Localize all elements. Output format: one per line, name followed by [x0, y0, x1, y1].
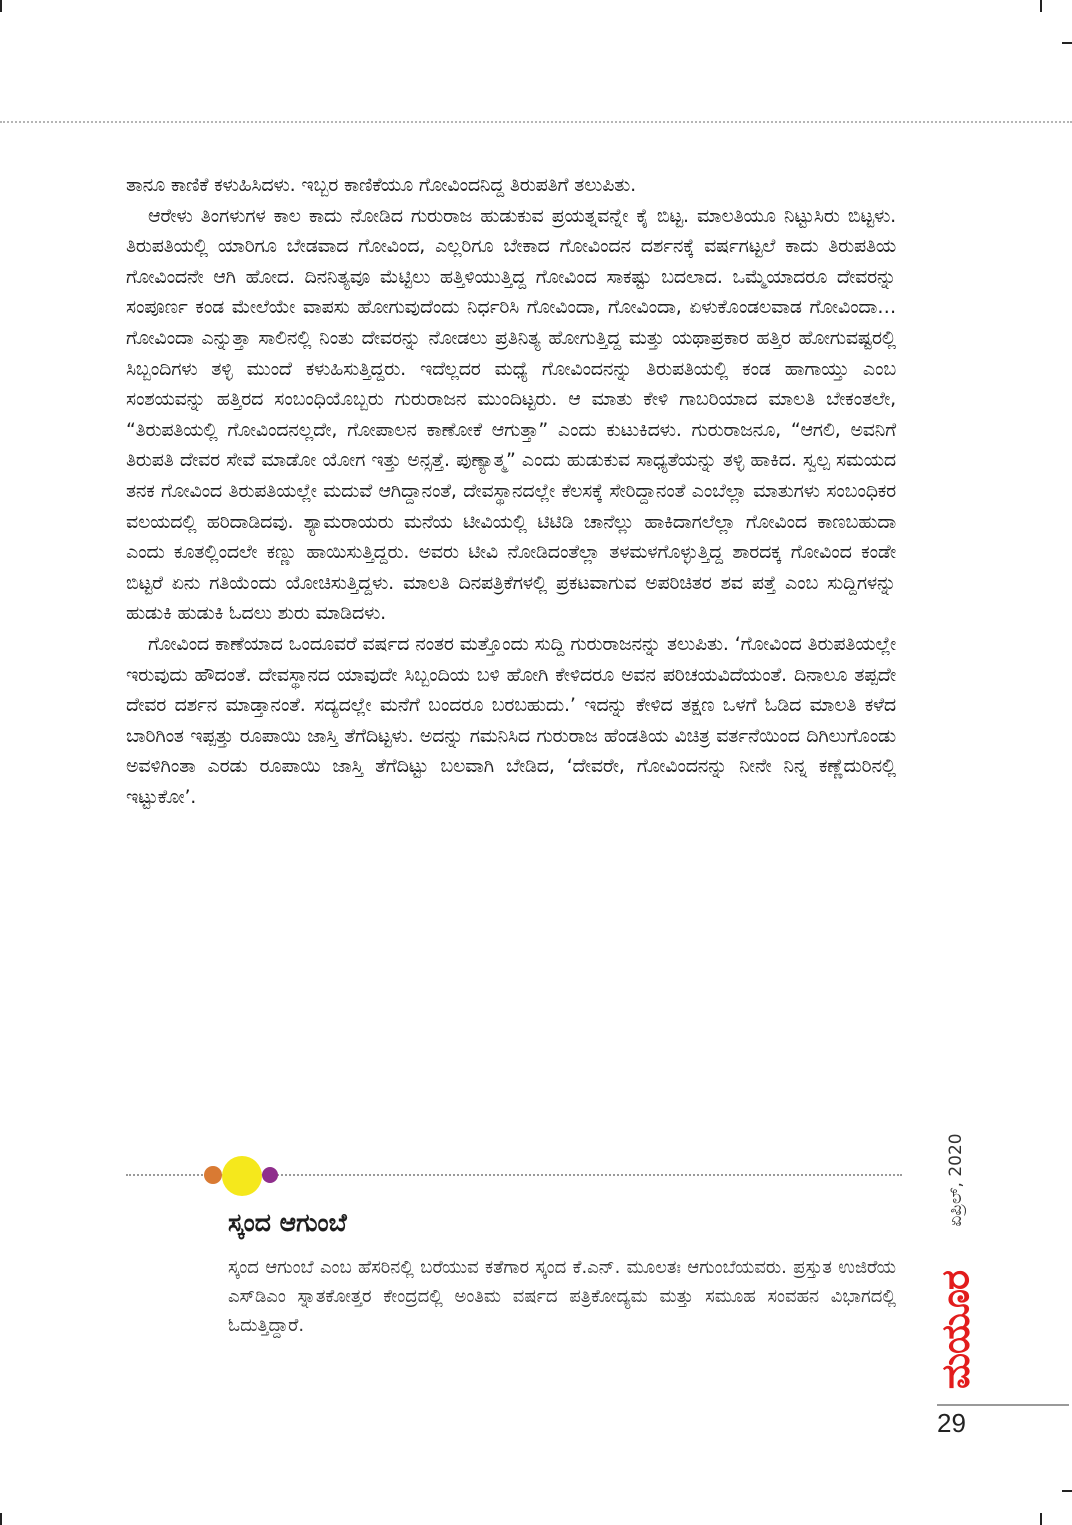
header-dotted-rule [0, 121, 1072, 123]
yellow-dot-ornament [222, 1156, 262, 1196]
page-number: 29 [937, 1408, 966, 1438]
crop-mark-top-right [1040, 0, 1042, 12]
author-bio: ಸ್ಕಂದ ಆಗುಂಬೆ ಎಂಬ ಹೆಸರಿನಲ್ಲಿ ಬರೆಯುವ ಕತೆಗಾರ ಸ್ಕಂದ ಕೆ.ಎನ್. ಮೂಲತಃ ಆಗುಂಬೆಯವರು. ಪ್ರಸ್ತುತ ಉಜಿರೆಯ ಎಸ್‌ಡಿಎಂ ಸ್ನಾತಕೋತ್ತರ ಕೇಂದ್ರದಲ್ಲಿ ಅಂತಿಮ ವರ್ಷದ ಪತ್ರಿಕೋದ್ಯಮ ಮತ್ತು ಸಮೂಹ ಸಂವಹನ ವಿಭಾಗದಲ್ಲಿ ಓದುತ್ತಿದ್ದಾರೆ. [228, 1257, 896, 1336]
article-paragraph: ತಾನೂ ಕಾಣಿಕೆ ಕಳುಹಿಸಿದಳು. ಇಬ್ಬರ ಕಾಣಿಕೆಯೂ ಗೋವಿಂದನಿದ್ದ ತಿರುಪತಿಗೆ ತಲುಪಿತು. [126, 174, 636, 196]
article-body [126, 170, 896, 812]
article-paragraph: ಆರೇಳು ತಿಂಗಳುಗಳ ಕಾಲ ಕಾದು ನೋಡಿದ ಗುರುರಾಜ ಹುಡುಕುವ ಪ್ರಯತ್ನವನ್ನೇ ಕೈ ಬಿಟ್ಟ. ಮಾಲತಿಯೂ ನಿಟ್ಟುಸಿರು ಬಿಟ್ಟಳು. ತಿರುಪತಿಯಲ್ಲಿ ಯಾರಿಗೂ ಬೇಡವಾದ ಗೋವಿಂದ, ಎಲ್ಲರಿಗೂ ಬೇಕಾದ ಗೋವಿಂದನ ದರ್ಶನಕ್ಕೆ ವರ್ಷಗಟ್ಟಲೆ ಕಾದು ತಿರುಪತಿಯ ಗೋವಿಂದನೇ ಆಗಿ ಹೋದ. ದಿನನಿತ್ಯವೂ ಮೆಟ್ಟಿಲು ಹತ್ತಿಳಿಯುತ್ತಿದ್ದ ಗೋವಿಂದ ಸಾಕಷ್ಟು ಬದಲಾದ. ಒಮ್ಮೆಯಾದರೂ ದೇವರನ್ನು ಸಂಪೂರ್ಣ ಕಂಡ ಮೇಲೆಯೇ ವಾಪಸು ಹೋಗುವುದೆಂದು ನಿರ್ಧರಿಸಿ ಗೋವಿಂದಾ, ಗೋವಿಂದಾ, ಏಳುಕೊಂಡಲವಾಡ ಗೋವಿಂದಾ… ಗೋವಿಂದಾ ಎನ್ನುತ್ತಾ ಸಾಲಿನಲ್ಲಿ ನಿಂತು ದೇವರನ್ನು ನೋಡಲು ಪ್ರತಿನಿತ್ಯ ಹೋಗುತ್ತಿದ್ದ ಮತ್ತು ಯಥಾಪ್ರಕಾರ ಹತ್ತಿರ ಹೋಗುವಷ್ಟರಲ್ಲಿ ಸಿಬ್ಬಂದಿಗಳು ತಳ್ಳಿ ಮುಂದೆ ಕಳುಹಿಸುತ್ತಿದ್ದರು. ಇದೆಲ್ಲದರ ಮಧ್ಯೆ ಗೋವಿಂದನನ್ನು ತಿರುಪತಿಯಲ್ಲಿ ಕಂಡ ಹಾಗಾಯ್ತು ಎಂಬ ಸಂಶಯವನ್ನು ಹತ್ತಿರದ ಸಂಬಂಧಿಯೊಬ್ಬರು ಗುರುರಾಜನ ಮುಂದಿಟ್ಟರು. ಆ ಮಾತು ಕೇಳಿ ಗಾಬರಿಯಾದ ಮಾಲತಿ ಬೇಕಂತಲೇ, “ತಿರುಪತಿಯಲ್ಲಿ ಗೋವಿಂದನಲ್ಲದೇ, ಗೋಪಾಲನ ಕಾಣೋಕೆ ಆಗುತ್ತಾ” ಎಂದು ಕುಟುಕಿದಳು. ಗುರುರಾಜನೂ, “ಆಗಲಿ, ಅವನಿಗೆ ತಿರುಪತಿ ದೇವರ ಸೇವೆ ಮಾಡೋ ಯೋಗ ಇತ್ತು ಅನ್ಸತ್ತೆ. ಪುಣ್ಯಾತ್ಮ” ಎಂದು ಹುಡುಕುವ ಸಾಧ್ಯತೆಯನ್ನು ತಳ್ಳಿ ಹಾಕಿದ. ಸ್ವಲ್ಪ ಸಮಯದ ತನಕ ಗೋವಿಂದ ತಿರುಪತಿಯಲ್ಲೇ ಮದುವೆ ಆಗಿದ್ದಾನಂತೆ, ದೇವಸ್ಥಾನದಲ್ಲೇ ಕೆಲಸಕ್ಕೆ ಸೇರಿದ್ದಾನಂತೆ ಎಂಬೆಲ್ಲಾ ಮಾತುಗಳು ಸಂಬಂಧಿಕರ ವಲಯದಲ್ಲಿ ಹರಿದಾಡಿದವು. ಶ್ಯಾಮರಾಯರು ಮನೆಯ ಟೀವಿಯಲ್ಲಿ ಟಿಟಿಡಿ ಚಾನೆಲ್ಲು ಹಾಕಿದಾಗಲೆಲ್ಲಾ ಗೋವಿಂದ ಕಾಣಬಹುದಾ ಎಂದು ಕೂತಲ್ಲಿಂದಲೇ ಕಣ್ಣು ಹಾಯಿಸುತ್ತಿದ್ದರು. ಅವರು ಟೀವಿ ನೋಡಿದಂತೆಲ್ಲಾ ತಳಮಳಗೊಳ್ಳುತ್ತಿದ್ದ ಶಾರದಕ್ಕ ಗೋವಿಂದ ಕಂಡೇ ಬಿಟ್ಟರೆ ಏನು ಗತಿಯೆಂದು ಯೋಚಿಸುತ್ತಿದ್ದಳು. ಮಾಲತಿ ದಿನಪತ್ರಿಕೆಗಳಲ್ಲಿ ಪ್ರಕಟವಾಗುವ ಅಪರಿಚಿತರ ಶವ ಪತ್ತೆ ಎಂಬ ಸುದ್ದಿಗಳನ್ನು ಹುಡುಕಿ ಹುಡುಕಿ ಓದಲು ಶುರು ಮಾಡಿದಳು. [126, 204, 896, 625]
crop-mark-right-bottom [1062, 1490, 1072, 1492]
crop-mark-top-left [0, 0, 2, 12]
magazine-logo: ಮಯೂರ [933, 1270, 978, 1390]
purple-dot-ornament [262, 1167, 278, 1183]
crop-mark-bottom-left [0, 1513, 2, 1525]
crop-mark-bottom-right [1040, 1513, 1042, 1525]
crop-mark-right-top [1062, 42, 1072, 44]
orange-dot-ornament [204, 1166, 222, 1184]
issue-date: ಏಪ್ರಿಲ್, 2020 [946, 1133, 966, 1227]
author-name: ಸ್ಕಂದ ಆಗುಂಬೆ [228, 1208, 347, 1237]
folio-rule [937, 1404, 1069, 1406]
article-paragraph: ಗೋವಿಂದ ಕಾಣೆಯಾದ ಒಂದೂವರೆ ವರ್ಷದ ನಂತರ ಮತ್ತೊಂದು ಸುದ್ದಿ ಗುರುರಾಜನನ್ನು ತಲುಪಿತು. ‘ಗೋವಿಂದ ತಿರುಪತಿಯಲ್ಲೇ ಇರುವುದು ಹೌದಂತೆ. ದೇವಸ್ಥಾನದ ಯಾವುದೇ ಸಿಬ್ಬಂದಿಯ ಬಳಿ ಹೋಗಿ ಕೇಳಿದರೂ ಅವನ ಪರಿಚಯವಿದೆಯಂತೆ. ದಿನಾಲೂ ತಪ್ಪದೇ ದೇವರ ದರ್ಶನ ಮಾಡ್ತಾನಂತೆ. ಸದ್ಯದಲ್ಲೇ ಮನೆಗೆ ಬಂದರೂ ಬರಬಹುದು.’ ಇದನ್ನು ಕೇಳಿದ ತಕ್ಷಣ ಒಳಗೆ ಓಡಿದ ಮಾಲತಿ ಕಳೆದ ಬಾರಿಗಿಂತ ಇಪ್ಪತ್ತು ರೂಪಾಯಿ ಜಾಸ್ತಿ ತೆಗೆದಿಟ್ಟಳು. ಅದನ್ನು ಗಮನಿಸಿದ ಗುರುರಾಜ ಹೆಂಡತಿಯ ವಿಚಿತ್ರ ವರ್ತನೆಯಿಂದ ದಿಗಿಲುಗೊಂಡು ಅವಳಿಗಿಂತಾ ಎರಡು ರೂಪಾಯಿ ಜಾಸ್ತಿ ತೆಗೆದಿಟ್ಟು ಬಲವಾಗಿ ಬೇಡಿದ, ‘ದೇವರೇ, ಗೋವಿಂದನನ್ನು ನೀನೇ ನಿನ್ನ ಕಣ್ಣೆದುರಿನಲ್ಲಿ ಇಟ್ಟುಕೋ’. [126, 632, 896, 808]
